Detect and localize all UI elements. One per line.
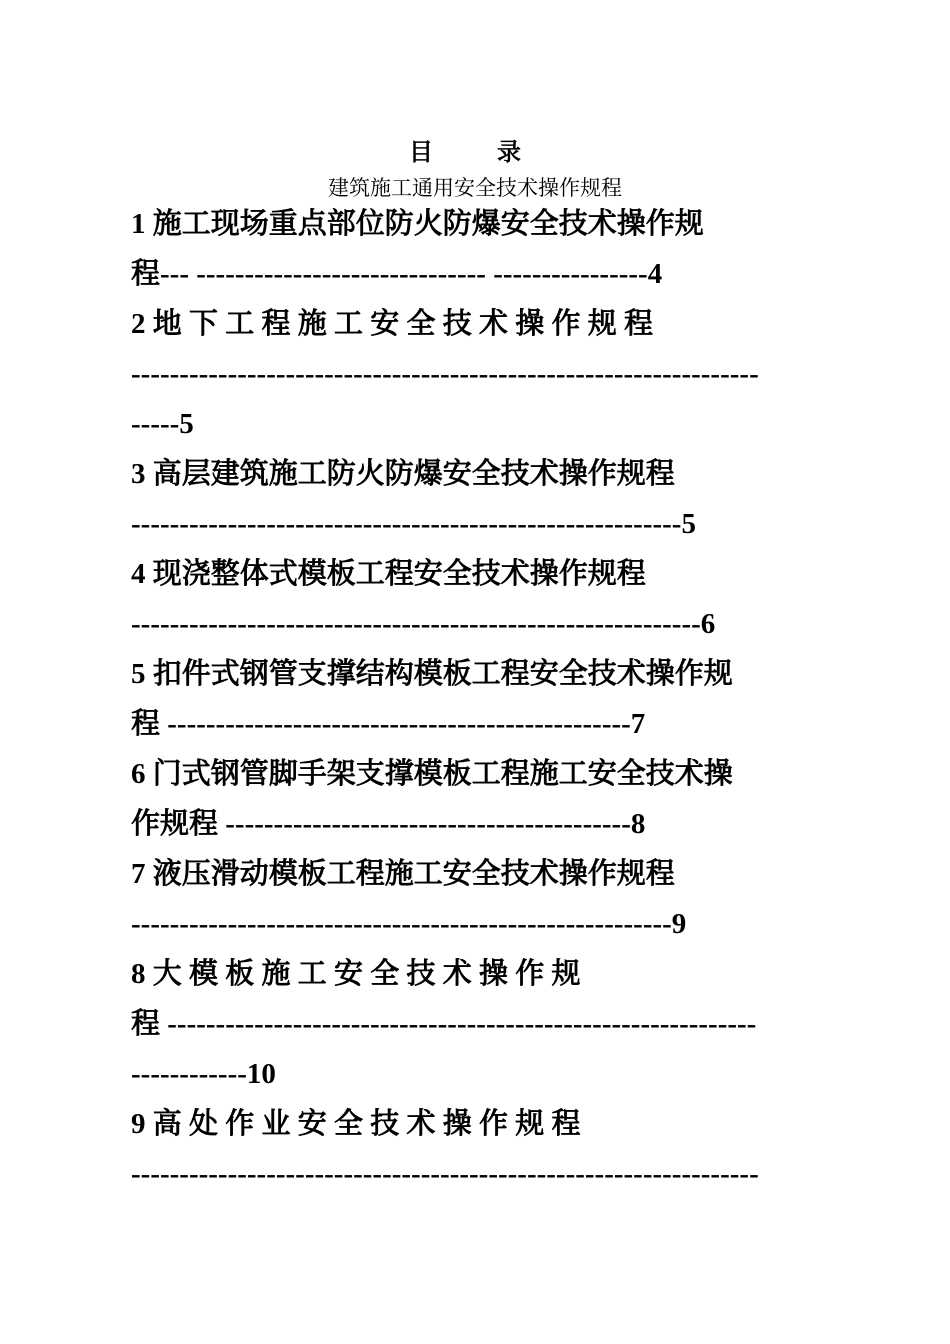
toc-entry-1-line-1[interactable]: 1 施工现场重点部位防火防爆安全技术操作规	[131, 208, 704, 240]
toc-entry-2-line-2[interactable]: -----------------------------------------------------------------	[131, 358, 759, 390]
toc-title: 目 录	[409, 137, 541, 166]
toc-entry-5-line-1[interactable]: 5 扣件式钢管支撑结构模板工程安全技术操作规	[131, 658, 733, 690]
toc-entry-8-line-3[interactable]: ------------10	[131, 1058, 276, 1090]
toc-entry-8-line-2[interactable]: 程 -------------------------------------------------------------	[131, 1008, 757, 1040]
toc-entry-4-line-1[interactable]: 4 现浇整体式模板工程安全技术操作规程	[131, 558, 646, 590]
toc-subtitle: 建筑施工通用安全技术操作规程	[328, 176, 622, 200]
toc-entry-3-line-1[interactable]: 3 高层建筑施工防火防爆安全技术操作规程	[131, 458, 675, 490]
toc-entry-4-line-2[interactable]: -----------------------------------------------------------6	[131, 608, 716, 640]
toc-entry-2-line-3[interactable]: -----5	[131, 408, 194, 440]
toc-entry-6-line-2[interactable]: 作规程 ------------------------------------------8	[131, 808, 646, 840]
toc-entry-8-line-1[interactable]: 8 大 模 板 施 工 安 全 技 术 操 作 规	[131, 958, 581, 990]
toc-entry-2-line-1[interactable]: 2 地 下 工 程 施 工 安 全 技 术 操 作 规 程	[131, 308, 654, 340]
toc-entry-5-line-2[interactable]: 程 ------------------------------------------------7	[131, 708, 646, 740]
toc-entry-1-line-2[interactable]: 程--- ------------------------------ ----------------4	[131, 258, 663, 290]
toc-entry-9-line-2[interactable]: -----------------------------------------------------------------	[131, 1158, 759, 1190]
toc-entry-9-line-1[interactable]: 9 高 处 作 业 安 全 技 术 操 作 规 程	[131, 1108, 581, 1140]
toc-entry-6-line-1[interactable]: 6 门式钢管脚手架支撑模板工程施工安全技术操	[131, 758, 733, 790]
toc-entry-7-line-2[interactable]: --------------------------------------------------------9	[131, 908, 687, 940]
toc-entry-7-line-1[interactable]: 7 液压滑动模板工程施工安全技术操作规程	[131, 858, 675, 890]
toc-entry-3-line-2[interactable]: ---------------------------------------------------------5	[131, 508, 696, 540]
